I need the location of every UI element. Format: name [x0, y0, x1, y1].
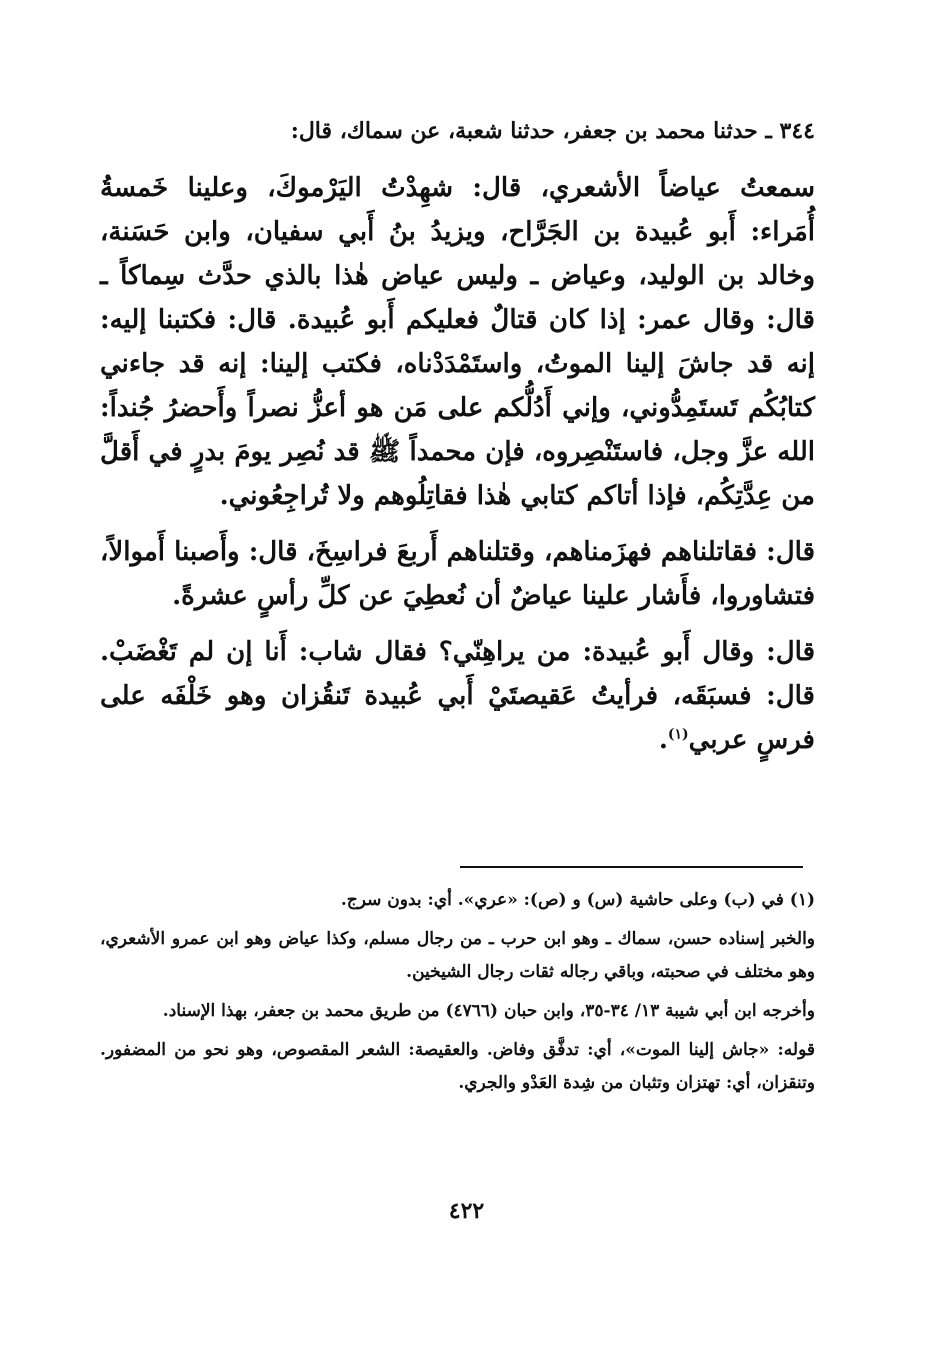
footnote-separator	[460, 866, 803, 868]
footnote-1: (١) في (ب) وعلى حاشية (س) و (ص): «عري». أي: بدون سرج.	[340, 890, 815, 910]
hadith-heading: ٣٤٤ ـ حدثنا محمد بن جعفر، حدثنا شعبة، عن سماك، قال:	[290, 118, 815, 144]
footnote-4: قوله: «جاش إلينا الموت»، أي: تدفَّق وفاض. والعقيصة: الشعر المقصوص، وهو نحو من المضفور. وتنقزان، أي: تهتزان وتثبان من شِدة العَدْو والجري.	[100, 1040, 815, 1093]
footnote-marker: (١)	[667, 726, 689, 743]
footnotes	[100, 884, 815, 1100]
final-punctuation: .	[658, 725, 668, 755]
page-number: ٤٢٢	[448, 1198, 485, 1224]
paragraph-1: سمعتُ عياضاً الأشعري، قال: شهِدْتُ اليَرْموكَ، وعلينا خَمسةُ أُمَراء: أَبو عُبيدة بن الجَرَّاح، ويزيدُ بنُ أَبي سفيان، وابن حَسَنة، وخالد بن الوليد، وعياض ـ وليس عياض هٰذا بالذي حدَّث سِماكاً ـ قال: وقال عمر: إذا كان قتالٌ فعليكم أَبو عُبيدة. قال: فكتبنا إليه: إنه قد جاشَ إلينا الموتُ، واستَمْدَدْناه، فكتب إلينا: إنه قد جاءني كتابُكُم تَستَمِدُّوني، وإني أَدُلُّكم على مَن هو أعزُّ نصراً وأَحضرُ جُنداً: الله عزَّ وجل، فاستَنْصِروه، فإن محمداً ﷺ قد نُصِر يومَ بدرٍ في أَقلَّ من عِدَّتِكُم، فإذا أتاكم كتابي هٰذا فقاتِلُوهم ولا تُراجِعُوني.	[100, 173, 815, 511]
main-text	[100, 166, 815, 762]
footnote-3: وأخرجه ابن أبي شيبة ١٣/ ٣٤-٣٥، وابن حبان (٤٧٦٦) من طريق محمد بن جعفر، بهذا الإسناد.	[162, 1001, 815, 1021]
paragraph-2: قال: فقاتلناهم فهزَمناهم، وقتلناهم أَربعَ فراسِخَ، قال: وأَصبنا أَموالاً، فتشاوروا، فأَشار علينا عياضٌ أن نُعطِيَ عن كلِّ رأسٍ عشرةً.	[100, 537, 815, 611]
paragraph-3	[100, 630, 815, 762]
footnote-2: والخبر إسناده حسن، سماك ـ وهو ابن حرب ـ من رجال مسلم، وكذا عياض وهو ابن عمرو الأشعري، وهو مختلف في صحبته، وباقي رجاله ثقات رجال الشيخين.	[100, 929, 815, 982]
paragraph-3-text: قال: وقال أَبو عُبيدة: من يراهِنّي؟ فقال شاب: أَنا إن لم تَغْضَبْ. قال: فسبَقَه، فرأيتُ عَقيصتَيْ أَبي عُبيدة تَنقُزان وهو خَلْفَه على فرسٍ عربي	[100, 637, 815, 755]
